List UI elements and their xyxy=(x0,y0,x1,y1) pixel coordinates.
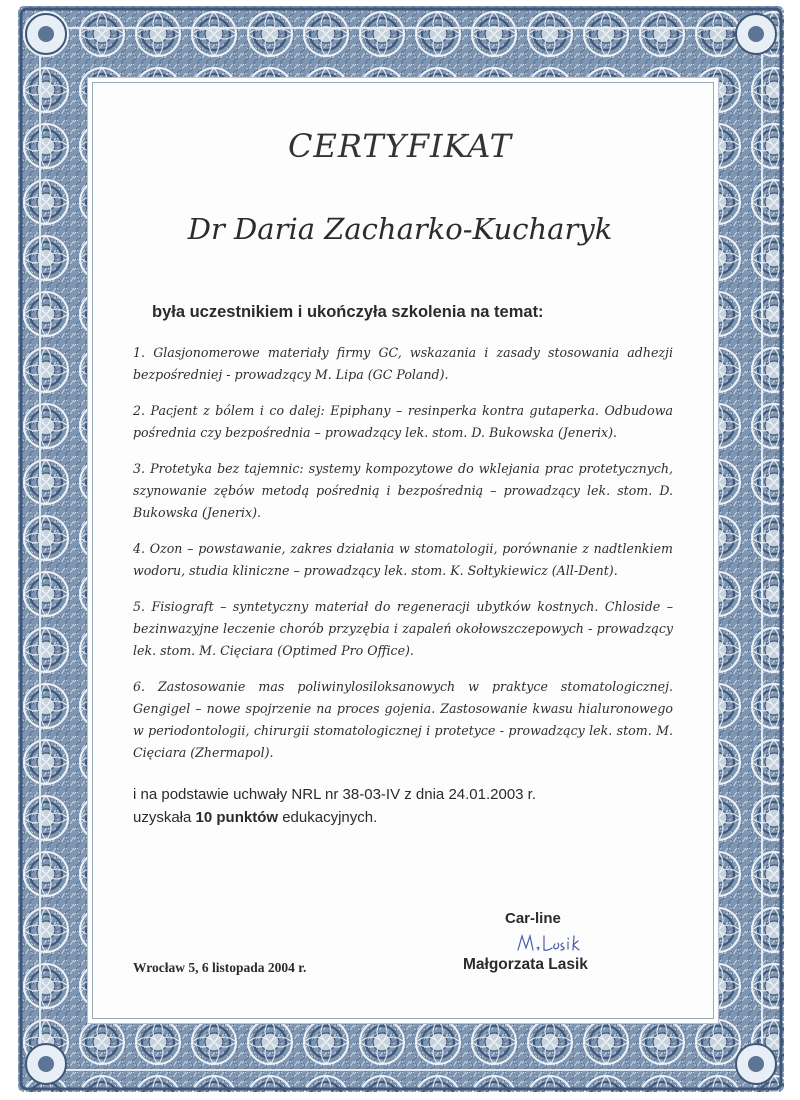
handwritten-signature xyxy=(500,928,590,958)
training-topics-list xyxy=(133,342,673,778)
recipient-name: Dr Daria Zacharko-Kucharyk xyxy=(187,212,613,246)
signer-name: Małgorzata Lasik xyxy=(463,956,588,973)
basis-line-2 xyxy=(133,806,673,829)
basis-prefix: uzyskała xyxy=(133,809,192,826)
basis-suffix: edukacyjnych. xyxy=(282,809,378,826)
list-item: 6. Zastosowanie mas poliwinylosiloksanowych w praktyce stomatologicznej. Gengigel – nowe spojrzenie na proces gojenia. Zastosowanie kwasu hialuronowego w periodontologii, chirurgii stomatologicznej i protetyce - prowadzący lek. stom. M. Cięciara (Zhermapol). xyxy=(133,679,673,760)
list-item: 5. Fisiograft – syntetyczny materiał do regeneracji ubytków kostnych. Chloside – bezinwazyjne leczenie chorób przyzębia i zapaleń okołowszczepowych - prowadzący lek. stom. M. Cięciara (Optimed Pro Office). xyxy=(133,599,673,658)
list-item: 4. Ozon – powstawanie, zakres działania w stomatologii, porównanie z nadtlenkiem wodoru, studia kliniczne – prowadzący lek. stom. K. Sołtykiewicz (All-Dent). xyxy=(133,541,673,578)
certificate-title: CERTYFIKAT xyxy=(288,127,512,165)
list-item: 2. Pacjent z bólem i co dalej: Epiphany – resinperka kontra gutaperka. Odbudowa pośrednia czy bezpośrednia – prowadzący lek. stom. D. Bukowska (Jenerix). xyxy=(133,403,673,440)
list-item: 3. Protetyka bez tajemnic: systemy kompozytowe do wklejania prac protetycznych, szynowanie zębów metodą pośrednią i bezpośrednią – prowadzący lek. stom. D. Bukowska (Jenerix). xyxy=(133,461,673,520)
intro-text: była uczestnikiem i ukończyła szkolenia na temat: xyxy=(152,303,544,321)
place-and-date: Wrocław 5, 6 listopada 2004 r. xyxy=(133,960,307,975)
basis-statement xyxy=(133,783,673,829)
basis-line-1: i na podstawie uchwały NRL nr 38-03-IV z dnia 24.01.2003 r. xyxy=(133,786,537,803)
points-value: 10 punktów xyxy=(195,809,279,826)
list-item: 1. Glasjonomerowe materiały firmy GC, wskazania i zasady stosowania adhezji bezpośredniej - prowadzący M. Lipa (GC Poland). xyxy=(133,345,673,382)
organizer-name: Car-line xyxy=(505,910,561,927)
